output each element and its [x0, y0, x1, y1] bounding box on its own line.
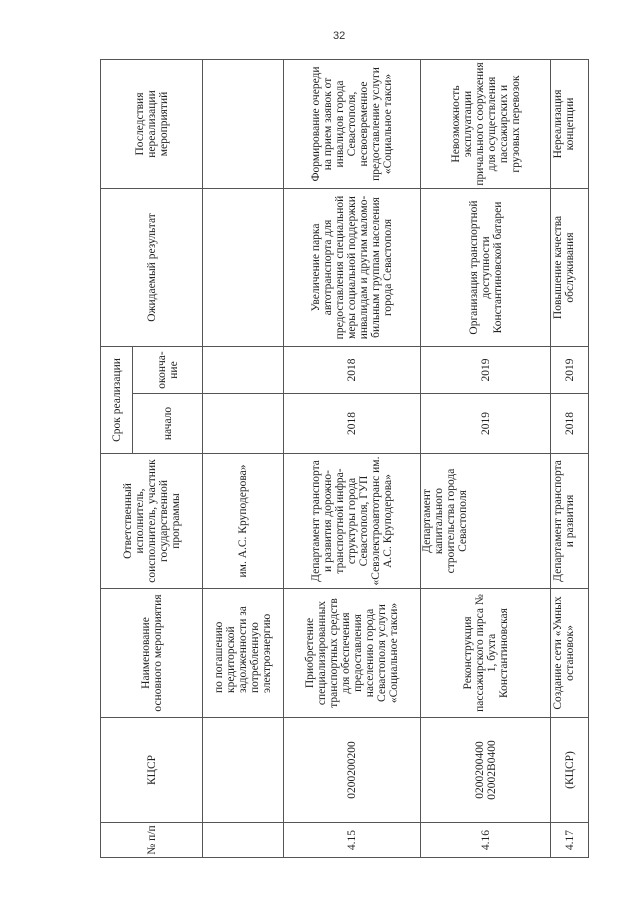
cell-result	[551, 189, 589, 347]
cell-name: Реконструкция пассажирского пирса № 1, бухта Константиновская	[421, 589, 551, 718]
cell-end: 2018	[284, 347, 421, 394]
cell-end: 2019	[551, 347, 589, 394]
header-start: начало	[133, 394, 203, 454]
header-term: Срок реализации	[101, 347, 133, 454]
cell-start: 2019	[421, 394, 551, 454]
cell-consequences	[551, 60, 589, 189]
cell-start	[203, 394, 284, 454]
table-row	[551, 60, 589, 858]
page-number: 32	[333, 30, 346, 42]
cell-kcsr: 0200200200	[284, 718, 421, 823]
cell-consequences-text: Нереализация концепции	[551, 89, 576, 159]
header-end: оконча-ние	[133, 347, 203, 394]
cell-result-text: Повышение качества обслуживания	[551, 215, 576, 320]
measures-table	[100, 59, 589, 858]
cell-end: 2019	[421, 347, 551, 394]
cell-result: Организация транспортной доступности Константиновской батареи	[421, 189, 551, 347]
cell-kcsr	[203, 718, 284, 823]
table-row	[284, 60, 421, 858]
header-result: Ожидаемый результат	[101, 189, 203, 347]
cell-num: 4.15	[284, 823, 421, 858]
table-row	[203, 60, 284, 858]
cell-name: Приобретение специализированных транспортных средств для обеспечения предоставления населению города Севастополя услуги «Социальное такси»	[284, 589, 421, 718]
cell-name: по погашению кредиторской задолженности за потребленную электроэнергию	[203, 589, 284, 718]
header-num: № п/п	[101, 823, 203, 858]
cell-name-text: Создание сети «Умных остановок»	[551, 596, 576, 710]
header-row	[101, 60, 133, 858]
cell-responsible: Департамент транспорта и развития дорожно-транспортной инфра-структуры города Севастополя, ГУП «Севэлектроавтотранс им. А.С. Круподерова»	[284, 454, 421, 589]
header-kcsr: КЦСР	[101, 718, 203, 823]
header-consequences: Последствия нереализации мероприятий	[101, 60, 203, 189]
cell-num	[203, 823, 284, 858]
cell-consequences	[203, 60, 284, 189]
table-row	[421, 60, 551, 858]
cell-consequences: Невозможность эксплуатации причального сооружения для осуществления пассажирских и грузовых перевозок	[421, 60, 551, 189]
cell-responsible-text: Департамент транспорта и развития	[551, 460, 576, 582]
cell-start: 2018	[284, 394, 421, 454]
cell-name	[551, 589, 589, 718]
cell-responsible: им. А.С. Круподерова»	[203, 454, 284, 589]
cell-result: Увеличение парка автотранспорта для предоставления специальной меры социальной поддержки инвалидам и другим маломо-бильным группам населения города Севастополя	[284, 189, 421, 347]
rotated-table-container	[100, 60, 588, 858]
cell-end	[203, 347, 284, 394]
cell-result	[203, 189, 284, 347]
cell-num: 4.16	[421, 823, 551, 858]
cell-kcsr: (КЦСР)	[551, 718, 589, 823]
header-name: Наименование основного мероприятия	[101, 589, 203, 718]
cell-consequences: Формирование очереди на прием заявок от инвалидов города Севастополя, несвоевременное предоставление услуги «Социальное такси»	[284, 60, 421, 189]
header-responsible: Ответственный исполнитель, соисполнитель, участник государственной программы	[101, 454, 203, 589]
cell-kcsr: 0200200400 02002B0400	[421, 718, 551, 823]
cell-responsible: Департамент капитального строительства города Севастополя	[421, 454, 551, 589]
cell-num: 4.17	[551, 823, 589, 858]
cell-start: 2018	[551, 394, 589, 454]
cell-responsible	[551, 454, 589, 589]
